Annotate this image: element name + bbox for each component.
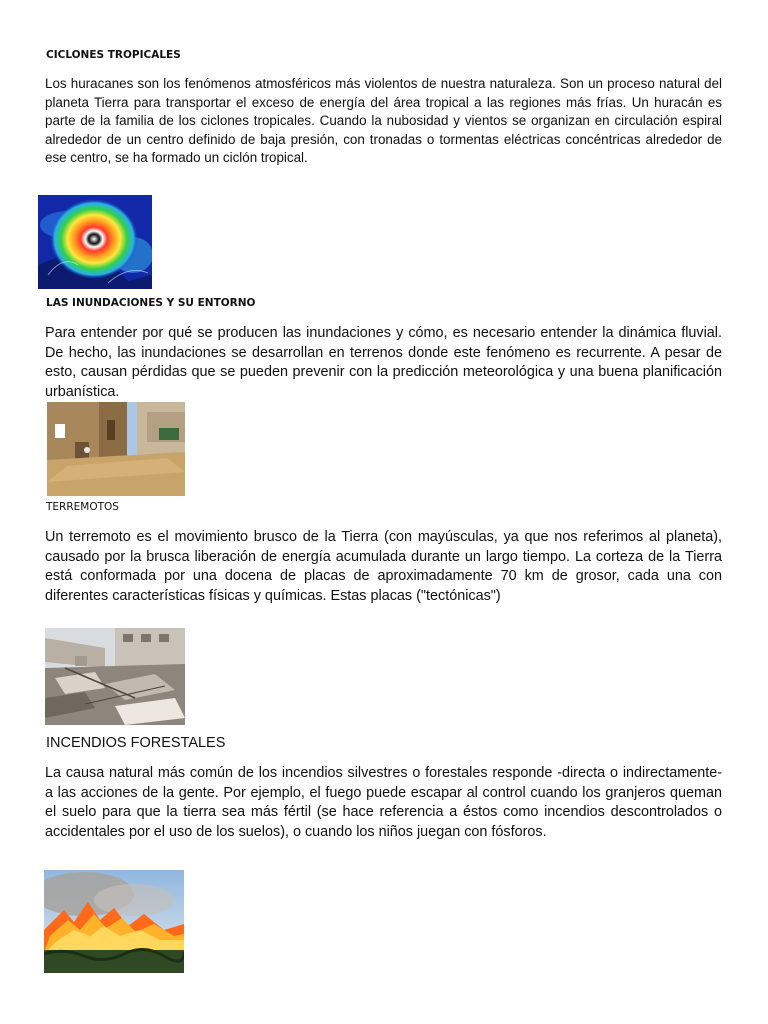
heading-ciclones-tropicales: CICLONES TROPICALES [46, 49, 181, 61]
heading-inundaciones: LAS INUNDACIONES Y SU ENTORNO [46, 297, 256, 309]
heading-incendios-forestales: INCENDIOS FORESTALES [46, 735, 226, 751]
paragraph-ciclones-tropicales: Los huracanes son los fenómenos atmosféricos más violentos de nuestra naturaleza. Son un proceso natural del planeta Tierra para transportar el exceso de energía del área tropical a las regiones más frías. Un huracán es parte de la familia de los ciclones tropicales. Cuando la nubosidad y vientos se organizan en circulación espiral alrededor de un centro definido de baja presión, con tronadas o tormentas eléctricas concéntricas alrededor de ese centro, se ha formado un ciclón tropical. [45, 76, 722, 166]
earthquake-rubble-photo [45, 628, 185, 725]
paragraph-inundaciones: Para entender por qué se producen las inundaciones y cómo, es necesario entender la dinámica fluvial. De hecho, las inundaciones se desarrollan en terrenos donde este fenómeno es recurrente. A pesar de esto, causan pérdidas que se pueden prevenir con la predicción meteorológica y una buena planificación urbanística. [45, 325, 722, 400]
paragraph-terremotos: Un terremoto es el movimiento brusco de la Tierra (con mayúsculas, ya que nos referimos al planeta), causado por la brusca liberación de energía acumulada durante un largo tiempo. La corteza de la Tierra está conformada por una docena de placas de aproximadamente 70 km de grosor, cada una con diferentes características físicas y químicas. Estas placas ("tectónicas") [45, 529, 722, 604]
hurricane-satellite-image [38, 195, 152, 289]
heading-terremotos: TERREMOTOS [46, 501, 119, 513]
flooded-street-photo [47, 402, 185, 496]
forest-fire-photo [44, 870, 184, 973]
paragraph-incendios-forestales: La causa natural más común de los incendios silvestres o forestales responde -directa o indirectamente- a las acciones de la gente. Por ejemplo, el fuego puede escapar al control cuando los granjeros queman el suelo para que la tierra sea más fértil (se hace referencia a éstos como incendios descontrolados o accidentales por el uso de los suelos), o cuando los niños juegan con fósforos. [45, 765, 722, 840]
